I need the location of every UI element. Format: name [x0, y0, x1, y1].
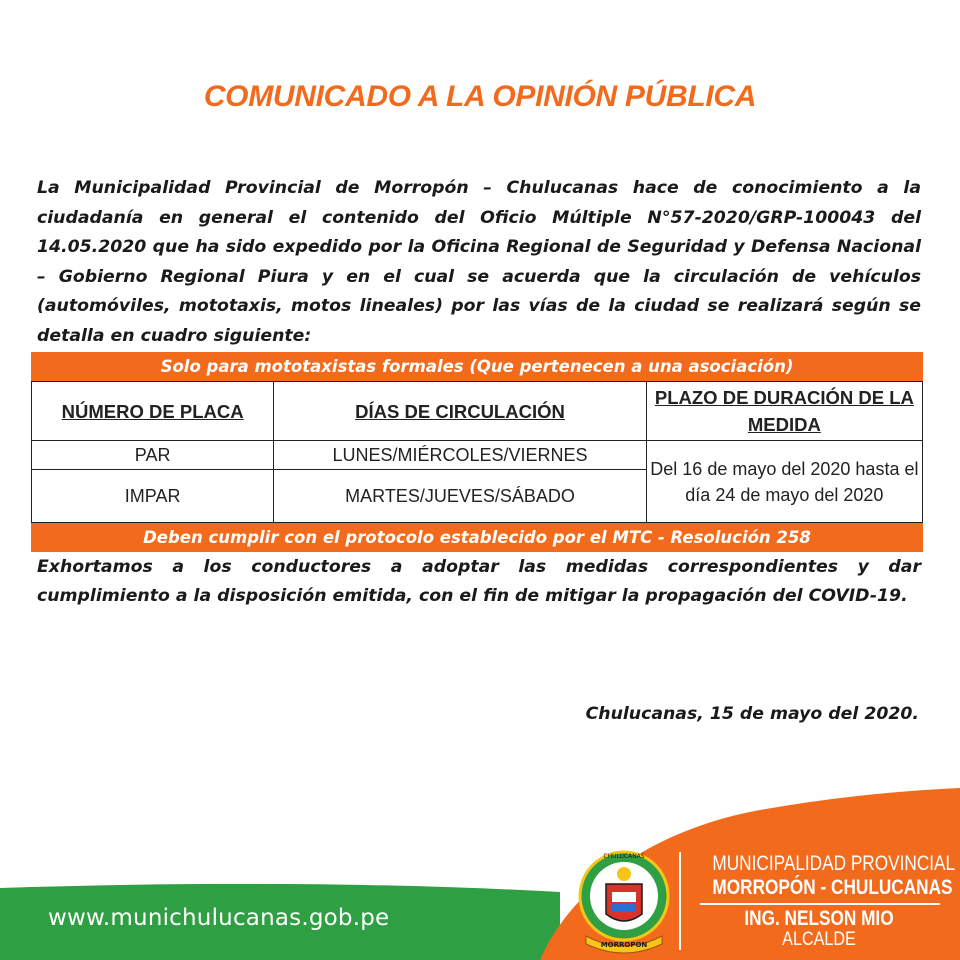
org-line-1: MUNICIPALIDAD PROVINCIAL [712, 852, 956, 875]
cell-dias: LUNES/MIÉRCOLES/VIERNES [274, 441, 646, 470]
circulation-grid [31, 381, 923, 523]
table-bottom-band: Deben cumplir con el protocolo establecido por el MTC - Resolución 258 [31, 523, 923, 552]
header-plazo: PLAZO DE DURACIÓN DE LA MEDIDA [646, 382, 922, 441]
website-link[interactable]: www.munichulucanas.gob.pe [48, 905, 390, 931]
cell-plazo: Del 16 de mayo del 2020 hasta el día 24 de mayo del 2020 [646, 441, 922, 523]
mayor-name: ING. NELSON MIO [744, 907, 894, 930]
intro-paragraph: La Municipalidad Provincial de Morropón – Chulucanas hace de conocimiento a la ciudadanía en general el contenido del Oficio Múltiple N°57-2020/GRP-100043 del 14.05.2020 que ha sido expedido por la Oficina Regional de Seguridad y Defensa Nacional – Gobierno Regional Piura y en el cual se acuerda que la circulación de vehículos (automóviles, mototaxis, motos lineales) por las vías de la ciudad se realizará según se detalla en cuadro siguiente: [37, 178, 921, 346]
footer-divider [679, 852, 681, 950]
cell-placa: PAR [32, 441, 274, 470]
date-line: Chulucanas, 15 de mayo del 2020. [585, 704, 919, 724]
cell-dias: MARTES/JUEVES/SÁBADO [274, 470, 646, 523]
table-row [32, 441, 923, 470]
table-top-band: Solo para mototaxistas formales (Que pertenecen a una asociación) [31, 352, 923, 381]
closing-paragraph: Exhortamos a los conductores a adoptar las medidas correspondientes y dar cumplimiento a la disposición emitida, con el fin de mitigar la propagación del COVID-19. [37, 557, 921, 606]
coat-of-arms-emblem-icon [578, 844, 670, 956]
footer-separator [700, 903, 940, 905]
cell-placa: IMPAR [32, 470, 274, 523]
mayor-title: ALCALDE [782, 929, 856, 950]
table-header-row [32, 382, 923, 441]
page-title: COMUNICADO A LA OPINIÓN PÚBLICA [203, 80, 757, 113]
emblem-top-label: CHULUCANAS [603, 853, 645, 860]
org-line-2: MORROPÓN - CHULUCANAS [712, 876, 953, 899]
emblem-bottom-label: MORROPON [600, 941, 648, 949]
header-placa: NÚMERO DE PLACA [32, 382, 274, 441]
header-dias: DÍAS DE CIRCULACIÓN [274, 382, 646, 441]
circulation-table [31, 352, 923, 552]
